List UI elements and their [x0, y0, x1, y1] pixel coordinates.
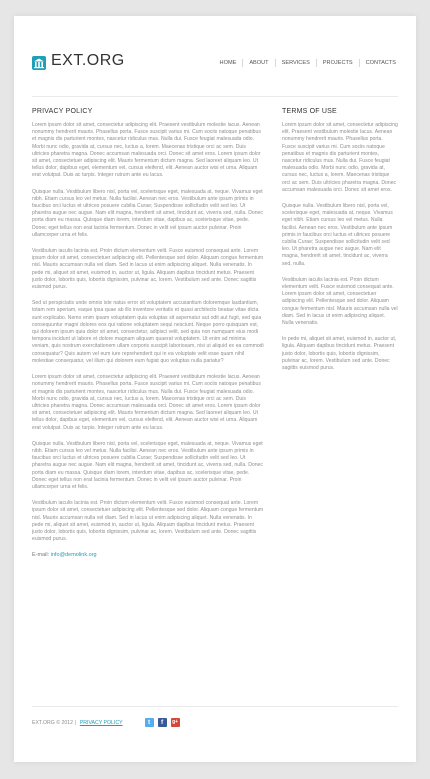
logo-icon[interactable] [32, 56, 46, 70]
site-footer [32, 718, 184, 727]
footer-divider [32, 706, 398, 707]
policy-paragraph: Quisque nulla. Vestibulum libero nisl, porta vel, scelerisque eget, malesuada at, neque. Vivamus eget nibh. Etiam cursus leo vel metus. Nulla facilisi. Aenean nec eros. Vestibulum ante ipsum primis in faucibus orci luctus et ultrices posuere cubilia Curae; Suspendisse sollicitudin velit sed leo. Ut pharetra augue nec augue. Nam elit magna, hendrerit sit amet, tincidunt ac, viverra sed, nulla. Donec porta diam eu massa. Quisque diam lorem, interdum vitae, dapibus ac, scelerisque vitae, pede. Donec eget tellus non erat lacinia fermentum. Donec in velit vel ipsum auctor pulvinar. Proin ullamcorper urna et felis. [32, 188, 263, 238]
privacy-policy-link[interactable]: PRIVACY POLICY [79, 719, 123, 726]
social-links [145, 718, 184, 727]
nav-item-home[interactable]: HOME [219, 60, 237, 66]
terms-of-use-section [282, 108, 398, 381]
facebook-icon[interactable]: f [158, 718, 167, 727]
logo-text[interactable]: EXT.ORG [51, 52, 125, 69]
google-plus-icon[interactable]: g+ [172, 719, 179, 725]
site-header [14, 16, 416, 92]
policy-paragraph: Vestibulum iaculis lacinia est. Proin dictum elementum velit. Fusce euismod consequat ante. Lorem ipsum dolor sit amet, consectetuer adipiscing elit. Pellentesque sed dolor. Aliquam congue fermentum nisl. Mauris accumsan nulla vel diam. Sed in lacus ut enim adipiscing aliquet. Nulla venenatis. In pede mi, aliquet sit amet, euismod in, auctor ut, ligula. Aliquam dapibus tincidunt metus. Praesent justo dolor, lobortis quis, lobortis dignissim, pulvinar ac, lorem. Vestibulum sed ante. Donec sagittis euismod purus. [32, 500, 264, 543]
privacy-policy-section [32, 108, 264, 558]
policy-paragraph: Sed ut perspiciatis unde omnis iste natus error sit voluptatem accusantium doloremque laudantium, totam rem aperiam, eaque ipsa quae ab illo inventore veritatis et quasi architecto beatae vitae dicta sunt explicabo. Nemo enim ipsam voluptatem quia voluptas sit aspernatur aut odit aut fugit, sed quia consequuntur magni dolores eos qui ratione voluptatem sequi nesciunt. Neque porro quisquam est, qui dolorem ipsum quia dolor sit amet, consectetur, adipisci velit, sed quia non numquam eius modi tempora incidunt ut labore et dolore magnam aliquam quaerat voluptatem. Ut enim ad minima veniam, quis nostrum exercitationem ullam corporis suscipit laboriosam, nisi ut aliquid ex ea commodi consequatur? Quis autem vel eum iure reprehenderit qui in ea voluptate velit esse quam nihil molestiae consequatur, vel illum qui dolorem eum fugiat quo voluptas nulla pariatur? [32, 300, 264, 364]
email-label: E-mail: [32, 552, 50, 559]
email-link[interactable]: info@demolink.org [50, 552, 97, 559]
nav-item-about[interactable]: ABOUT [242, 59, 274, 67]
terms-paragraph: Vestibulum iaculis lacinia est. Proin dictum elementum velit. Fusce euismod consequat ante. Lorem ipsum dolor sit amet, consectetuer adipiscing elit. Pellentesque sed dolor. Aliquam congue fermentum nisl. Mauris accumsan nulla vel diam. Sed in lacus ut enim adipiscing aliquet. Nulla venenatis. [282, 276, 398, 327]
policy-paragraph: Quisque nulla. Vestibulum libero nisl, porta vel, scelerisque eget, malesuada at, neque. Vivamus eget nibh. Etiam cursus leo vel metus. Nulla facilisi. Aenean nec eros. Vestibulum ante ipsum primis in faucibus orci luctus et ultrices posuere cubilia Curae; Suspendisse sollicitudin velit sed leo. Ut pharetra augue nec augue. Nam elit magna, hendrerit sit amet, tincidunt ac, viverra sed, nulla. Donec porta diam eu massa. Quisque diam lorem, interdum vitae, dapibus ac, scelerisque vitae, pede. Donec eget tellus non erat lacinia fermentum. Donec in velit vel ipsum auctor pulvinar. Proin ullamcorper urna et felis. [32, 440, 263, 490]
copyright-text: EXT.ORG © 2012 | [32, 719, 76, 726]
policy-paragraph: Lorem ipsum dolor sit amet, consectetur adipiscing elit. Praesent vestibulum molestie lacus. Aenean nonummy hendrerit mauris. Phasellus porta. Fusce suscipit varius mi. Cum sociis natoque penatibus et magnis dis parturient montes, nascetur ridiculus mus. Nulla dui. Fusce feugiat malesuada odio. Morbi nunc odio, gravida at, cursus nec, luctus a, lorem. Maecenas tristique orci ac sem. Duis ultricies pharetra magna. Donec accumsan malesuada orci. Donec sit amet eros. Lorem ipsum dolor sit amet, consectetuer adipiscing elit. Mauris fermentum dictum magna. Sed laoreet aliquam leo. Ut tellus dolor, dapibus eget, elementum vel, cursus eleifend, elit. Aenean auctor wisi et urna. Aliquam erat volutpat. Duis ac turpis. Integer rutrum ante eu lacus. [32, 374, 261, 431]
section-title: PRIVACY POLICY [32, 108, 93, 115]
terms-paragraph: In pede mi, aliquet sit amet, euismod in, auctor ut, ligula. Aliquam dapibus tincidunt metus. Praesent justo dolor, lobortis quis, lobortis dignissim, pulvinar ac, lorem. Vestibulum sed ante. Donec sagittis euismod purus. [282, 336, 397, 372]
twitter-icon[interactable]: t [145, 718, 154, 727]
terms-paragraph: Lorem ipsum dolor sit amet, consectetur adipiscing elit. Praesent vestibulum molestie lacus. Aenean nonummy hendrerit mauris. Phasellus porta. Fusce suscipit varius mi. Cum sociis natoque penatibus et magnis dis parturient montes, nascetur ridiculus mus. Nulla dui. Fusce feugiat malesuada odio. Morbi nunc odio, gravida at, cursus nec, luctus a, lorem. Maecenas tristique orci ac sem. Duis ultricies pharetra magna. Donec accumsan malesuada orci. Donec sit amet eros. [282, 122, 398, 193]
terms-paragraph: Quisque nulla. Vestibulum libero nisl, porta vel, scelerisque eget, malesuada at, neque. Vivamus eget nibh. Etiam cursus leo vel metus. Nulla facilisi. Aenean nec eros. Vestibulum ante ipsum primis in faucibus orci luctus et ultrices posuere cubilia Curae; Suspendisse sollicitudin velit sed leo. Ut pharetra augue nec augue. Nam elit magna, hendrerit sit amet, tincidunt ac, viverra sed, nulla. [282, 203, 393, 267]
nav-item-contacts[interactable]: CONTACTS [359, 59, 402, 67]
nav-item-services[interactable]: SERVICES [275, 59, 316, 67]
policy-paragraph: Lorem ipsum dolor sit amet, consectetur adipiscing elit. Praesent vestibulum molestie lacus. Aenean nonummy hendrerit mauris. Phasellus porta. Fusce suscipit varius mi. Cum sociis natoque penatibus et magnis dis parturient montes, nascetur ridiculus mus. Nulla dui. Fusce feugiat malesuada odio. Morbi nunc odio, gravida at, cursus nec, luctus a, lorem. Maecenas tristique orci ac sem. Duis ultricies pharetra magna. Donec accumsan malesuada orci. Donec sit amet eros. Lorem ipsum dolor sit amet, consectetuer adipiscing elit. Mauris fermentum dictum magna. Sed laoreet aliquam leo. Ut tellus dolor, dapibus eget, elementum vel, cursus eleifend, elit. Aenean auctor wisi et urna. Aliquam erat volutpat. Duis ac turpis. Integer rutrum ante eu lacus. [32, 122, 261, 179]
aside-title: TERMS OF USE [282, 108, 337, 115]
policy-paragraph: Vestibulum iaculis lacinia est. Proin dictum elementum velit. Fusce euismod consequat ante. Lorem ipsum dolor sit amet, consectetuer adipiscing elit. Pellentesque sed dolor. Aliquam congue fermentum nisl. Mauris accumsan nulla vel diam. Sed in lacus ut enim adipiscing aliquet. Nulla venenatis. In pede mi, aliquet sit amet, euismod in, auctor ut, ligula. Aliquam dapibus tincidunt metus. Praesent justo dolor, lobortis quis, lobortis dignissim, pulvinar ac, lorem. Vestibulum sed ante. Donec sagittis euismod purus. [32, 248, 264, 291]
email-line [32, 552, 264, 558]
page-container [14, 16, 416, 762]
header-divider [32, 96, 398, 97]
main-nav [214, 59, 402, 67]
nav-item-projects[interactable]: PROJECTS [316, 59, 359, 67]
